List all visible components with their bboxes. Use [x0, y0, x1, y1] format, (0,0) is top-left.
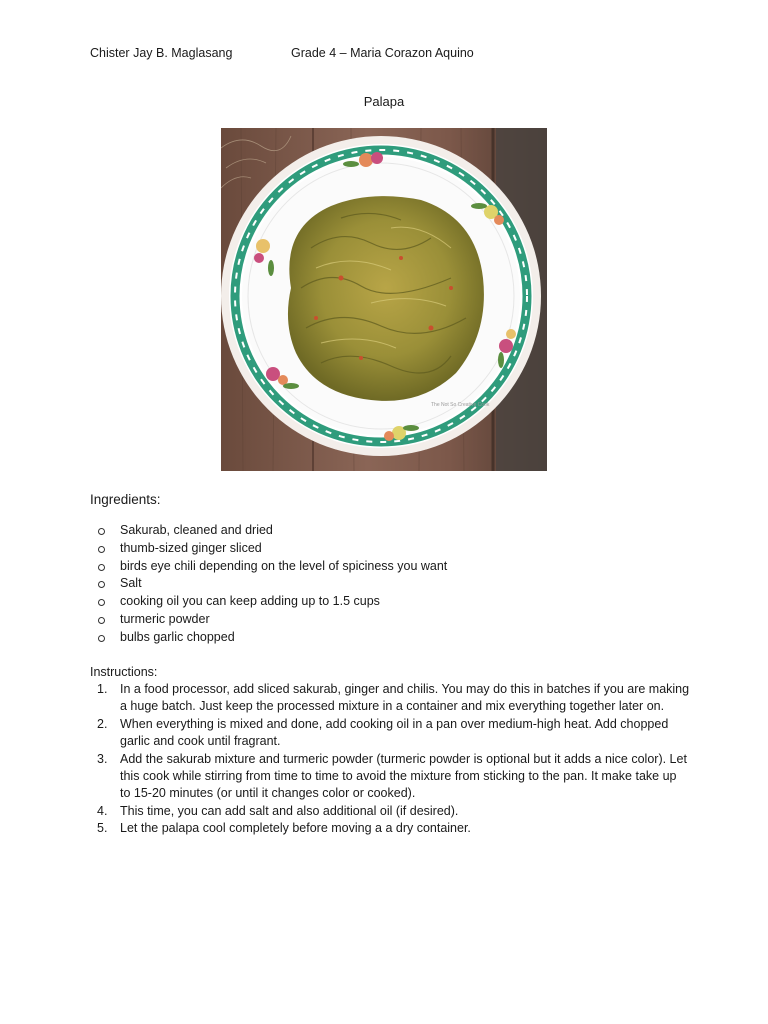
bullet-circle-icon: [98, 564, 105, 571]
step-text: This time, you can add salt and also additional oil (if desired).: [120, 803, 459, 818]
photo-watermark: The Not So Creative Cook: [431, 402, 490, 408]
step-text: Add the sakurab mixture and turmeric powder (turmeric powder is optional but it adds a nice color). Let this cook while stirring from time to time to avoid the mixture from sticking to the pan. It make take up to 15-20 minutes (or until it changes color or cooked).: [120, 751, 687, 801]
recipe-title: Palapa: [363, 94, 405, 109]
bullet-circle-icon: [98, 599, 105, 606]
step-number: 3.: [97, 751, 108, 766]
palapa-photo: [221, 128, 547, 471]
instructions-list: [90, 681, 690, 838]
ingredient-item: [90, 575, 447, 593]
ingredient-item: [90, 593, 447, 611]
ingredient-item: [90, 522, 447, 540]
step-number: 5.: [97, 821, 108, 836]
ingredient-text: cooking oil you can keep adding up to 1.5 cups: [120, 594, 380, 609]
step-text: When everything is mixed and done, add cooking oil in a pan over medium-high heat. Add chopped garlic and cook until fragrant.: [120, 716, 669, 749]
ingredient-item: [90, 558, 447, 576]
step-number: 4.: [97, 803, 108, 818]
ingredient-text: turmeric powder: [120, 611, 210, 626]
bullet-circle-icon: [98, 635, 105, 642]
bullet-circle-icon: [98, 617, 105, 624]
instruction-step: [90, 751, 690, 803]
step-number: 1.: [97, 682, 108, 696]
grade-section: Grade 4 – Maria Corazon Aquino: [291, 46, 474, 60]
instructions-heading: Instructions:: [90, 665, 158, 679]
step-number: 2.: [97, 716, 108, 731]
bullet-circle-icon: [98, 581, 105, 588]
ingredients-heading: Ingredients:: [90, 492, 161, 507]
instruction-step: [90, 716, 690, 751]
ingredient-text: Sakurab, cleaned and dried: [120, 523, 273, 537]
ingredient-text: bulbs garlic chopped: [120, 629, 235, 644]
ingredient-item: [90, 611, 447, 629]
ingredient-item: [90, 540, 447, 558]
instruction-step: [90, 820, 690, 837]
ingredient-item: [90, 629, 447, 647]
step-text: In a food processor, add sliced sakurab, ginger and chilis. You may do this in batches if you are making a huge batch. Just keep the processed mixture in a container and mix everything together later on.: [120, 682, 690, 714]
instruction-step: [90, 681, 690, 716]
ingredients-list: [90, 522, 447, 647]
bullet-circle-icon: [98, 546, 105, 553]
step-text: Let the palapa cool completely before moving a a dry container.: [120, 821, 471, 836]
ingredient-text: thumb-sized ginger sliced: [120, 540, 262, 555]
ingredient-text: birds eye chili depending on the level of spiciness you want: [120, 558, 448, 573]
ingredient-text: Salt: [120, 576, 142, 591]
student-name: Chister Jay B. Maglasang: [90, 46, 233, 60]
instruction-step: [90, 803, 690, 820]
bullet-circle-icon: [98, 528, 105, 535]
